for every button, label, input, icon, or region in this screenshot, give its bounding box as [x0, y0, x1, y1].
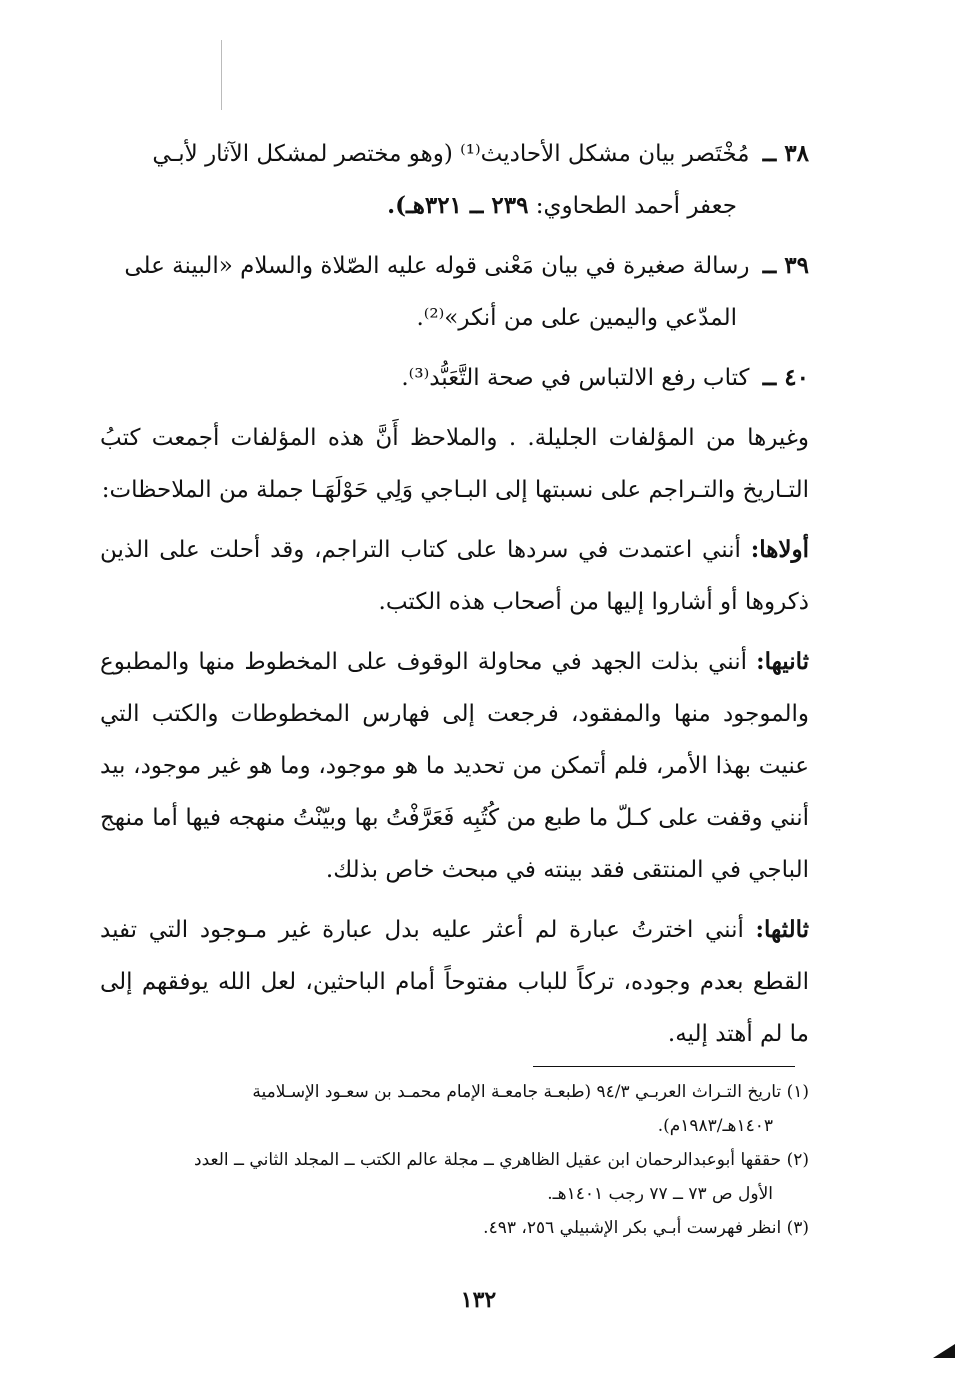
main-text: [100, 128, 809, 1060]
footnote-text: تاريخ التـراث العربـي ٩٤/٣ (طبعـة جامعـة الإمام محمـد بن سعـود الإسـلامية: [252, 1082, 782, 1102]
footnote-text: انظر فهرست أبـي بكر الإشبيلي ٢٥٦، ٤٩٣.: [483, 1218, 782, 1238]
item-number: ٣٨ ــ: [762, 140, 809, 167]
item-number: ٤٠ ــ: [762, 364, 809, 391]
paragraph-text: أنني اعتمدت في سردها على كتاب التراجم، وقد أحلت على الذين ذكروها أو أشاروا إليها من أصحاب هذه الكتب.: [100, 537, 809, 615]
footnote-text: حققها أبوعبدالرحمان ابن عقيل الظاهري ــ مجلة عالم الكتب ــ المجلد الثاني ــ العدد: [194, 1150, 782, 1170]
item-line: مُخْتَصر بيان مشكل الأحاديث⁽¹⁾ (وهو مختصر لمشكل الآثار لأبـي: [152, 141, 750, 167]
item-dates: ٢٣٩ ــ ٣٢١هـ).: [387, 192, 529, 219]
paragraph-second: [100, 636, 809, 896]
footnote-continuation: [95, 1109, 809, 1143]
corner-triangle-icon: [933, 1344, 955, 1358]
paragraph-first: [100, 524, 809, 628]
paragraph-lead: ثالثها:: [755, 916, 810, 943]
paragraph-text: أنني بذلت الجهد في محاولة الوقوف على المخطوط منها والمطبوع والموجود منها والمفقود، فرجعت إلى فهارس المخطوطات والكتب التي عنيت بهذا الأمر، فلم أتمكن من تحديد ما هو موجود، وما هو غير موجود، بيد أنني وقفت على كـلّ ما طبع من كُتُبِه فَعَرَّفْتُ بها وبيّنْتُ منهجه فيها أما منهج الباجي في المنتقى فقد بينته في مبحث خاص بذلك.: [100, 649, 809, 883]
item-continuation: [100, 292, 809, 344]
footnote-text: ١٤٠٣هـ/١٩٨٣م).: [657, 1116, 773, 1136]
paragraph-lead: أولاها:: [750, 536, 810, 563]
footnote-2: [95, 1143, 809, 1211]
spacer: [100, 344, 809, 352]
list-item-40: [100, 352, 809, 404]
footnote-separator: [533, 1066, 795, 1067]
paragraph-third: [100, 904, 809, 1060]
spacer: [100, 516, 809, 524]
paragraph-lead: ثانيها:: [756, 648, 810, 675]
item-line: كتاب رفع الالتباس في صحة التَّعَبُّد⁽³⁾.: [401, 365, 750, 391]
spacer: [100, 404, 809, 412]
paragraph-intro: [100, 412, 809, 516]
footnote-3: [95, 1211, 809, 1245]
list-item-38: [100, 128, 809, 232]
spacer: [100, 628, 809, 636]
footnote-1: [95, 1075, 809, 1143]
footnote-number: (١): [786, 1082, 809, 1102]
item-continuation: [100, 180, 809, 232]
item-line: المدّعي واليمين على من أنكر»⁽²⁾.: [416, 305, 737, 331]
spacer: [100, 896, 809, 904]
footnote-number: (٣): [786, 1218, 809, 1238]
scan-mark: [221, 40, 222, 110]
spacer: [100, 232, 809, 240]
paragraph-text: وغيرها من المؤلفات الجليلة. . والملاحظ أَنَّ هذه المؤلفات أجمعت كتبُ التـاريخ والتـراجم على نسبتها إلى البـاجي وَلِي حَوْلَهَـا جملة من الملاحظات:: [100, 425, 809, 503]
footnotes: [95, 1075, 809, 1245]
paragraph-text: أنني اخترتُ عبارة لم أعثر عليه بدل عبارة غير مـوجود التي تفيد القطع بعدم وجوده، تركاً للباب مفتوحاً أمام الباحثين، لعل الله يوفقهم إلى ما لم أهتد إليه.: [100, 917, 809, 1047]
page-number: ١٣٢: [460, 1287, 497, 1313]
item-line: رسالة صغيرة في بيان مَعْنى قوله عليه الصّلاة والسلام «البينة على: [124, 253, 750, 279]
footnote-text: الأول ص ٧٣ ــ ٧٧ رجب ١٤٠١هـ.: [547, 1184, 773, 1204]
footnote-number: (٢): [786, 1150, 809, 1170]
list-item-39: [100, 240, 809, 344]
item-line: جعفر أحمد الطحاوي:: [535, 193, 737, 219]
footnote-continuation: [95, 1177, 809, 1211]
item-number: ٣٩ ــ: [762, 252, 809, 279]
